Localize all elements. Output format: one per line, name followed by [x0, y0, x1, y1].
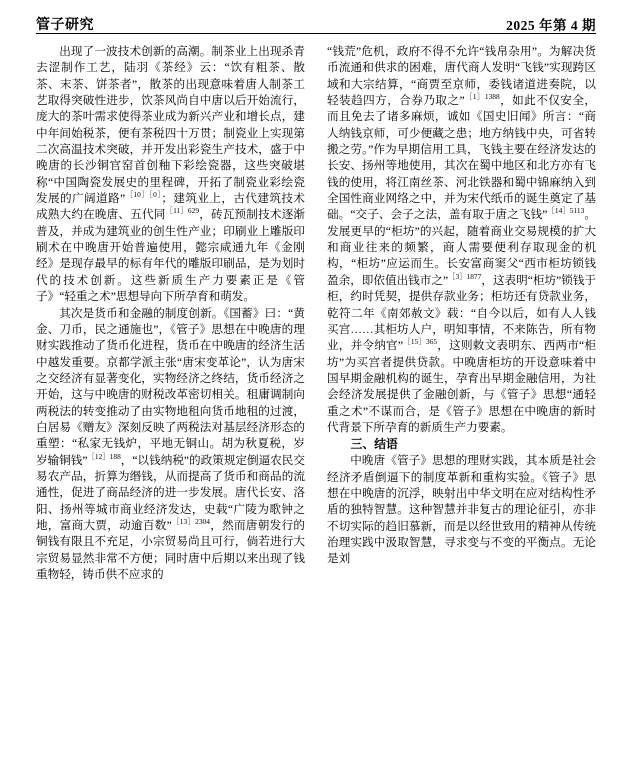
- issue-label: 2025 年第 4 期: [506, 18, 596, 33]
- paragraph: 其次是货币和金融的制度创新。《国蓄》曰：“黄金、刀币，民之通施也”，《管子》思想在中晚唐的理财实践推动了货币化进程，货币在中晚唐的经济生活中越发重要。京都学派主张“唐宋变革论”，认为唐宋之交经济有显著变化，实物经济之终结，货币经济之开始，这与中晚唐的财税改革密切相关。租庸调制向两税法的转变推动了由实物地租向货币地租的过渡，白居易《赠友》深刻反映了两税法对基层经济形态的重塑：“私家无钱炉，平地无铜山。胡为秋夏税，岁岁输铜钱”$^{[12]188}$，“以钱纳税”的政策规定倒逼农民交易农产品，折算为缗钱，从而提高了货币和商品的流通性，促进了商品经济的进一步发展。唐代长安、洛阳、扬州等城市商业经济发达，史载“广陵为歌钟之地，富商大贾，动逾百数”$^{[13]2304}$，然而唐朝发行的铜钱有限且不充足，小宗贸易尚且可行，倘若进行大宗贸易显然非常不方便；同时唐中后期以来出现了钱重物轻，铸币供不应求的: [36, 306, 305, 581]
- header-divider: [36, 33, 596, 34]
- left-column: [36, 44, 305, 760]
- section-heading: 三、结语: [350, 437, 398, 452]
- page-header: [36, 14, 596, 40]
- paragraph: 出现了一波技术创新的高潮。制茶业上出现杀青去涩制作工艺，陆羽《茶经》云：“饮有粗茶、散茶、末茶、饼茶者”，散茶的出现意味着唐人制茶工艺取得突破性进步，饮茶风尚自中唐以后开始流行，庞大的茶叶需求使得茶业成为新兴产业和增长点，建中年间始税茶，便有茶税四十万贯；制瓷业上实现第二次高温技术突破，并开发出彩瓷生产技术，盛于中晚唐的长沙铜官窑首创釉下彩绘瓷器，这些突破堪称“中国陶瓷发展史的里程碑，开拓了制瓷业彩绘瓷发展的广阔道路”$^{[10][0]}$；建筑业上，古代建筑技术成熟大约在晚唐、五代同$^{[11]629}$，砖瓦预制技术逐渐普及，并成为建筑业的创生性产业；印刷业上雕版印刷术在中晚唐开始普遍使用，懿宗咸通九年《金刚经》是现存最早的标有年代的雕版印刷品，是为划时代的技术创新。这些新质生产力要素正是《管子》“轻重之术”思想导向下所孕育和萌发。: [36, 45, 305, 304]
- journal-title: 管子研究: [36, 18, 94, 33]
- paragraph: “钱荒”危机，政府不得不允许“钱帛杂用”。为解决货币流通和供求的困难，唐代商人发明“飞钱”实现跨区域和大宗结算，“商贾至京师，委钱诸道进奏院，以轻装趋四方，合券乃取之”$^{[1]1388}$，如此不仅安全，而且免去了诸多麻烦，诚如《国史旧闻》所言：“商人纳钱京师，可少便藏之患；地方纳钱中央，可省转搬之劳。”作为早期信用工具，飞钱主要在经济发达的长安、扬州等地使用，其次在蜀中地区和北方亦有飞钱的使用，将江南丝茶、河北铁器和蜀中锦麻纳入到全国性商业网络之中，并为宋代纸币的诞生奠定了基础。“交子、会子之法，盖有取于唐之飞钱”$^{[14]5113}$。发展更早的“柜坊”的兴起，随着商业交易规模的扩大和商业往来的频繁，商人需要便利存取现金的机构，“柜坊”应运而生。长安富商窦父“西市柜坊锁钱盈余，即依值出钱市之”$^{[3]1877}$，这表明“柜坊”锁钱于柜，约时凭契，提供存款业务；柜坊还有贷款业务，乾符二年《南郊赦文》载：“自今以后，如有人人钱买宫……其柜坊人户，明知事情，不来陈告，所有物业，并令纳官”$^{[15]365}$，这则敕文表明东、西两市“柜坊”为买宫者提供贷款。中晚唐柜坊的开设意味着中国早期金融机构的诞生，孕育出早期金融信用，为社会经济发展提供了金融创新，与《管子》思想“通轻重之术”不谋而合，是《管子》思想在中晚唐的新时代背景下所孕育的新质生产力要素。: [327, 45, 596, 434]
- right-column: [327, 44, 596, 760]
- two-column-body: [36, 44, 596, 760]
- paragraph: 中晚唐《管子》思想的理财实践，其本质是社会经济矛盾倒逼下的制度革新和重构实验。《管子》思想在中晚唐的沉浮，映射出中华文明在应对结构性矛盾的独特智慧。这种智慧并非复古的理论征引，亦非不切实际的趋旧慕新，而是以经世致用的精神从传统治理实践中汲取智慧，寻求变与不变的平衡点。无论是刘: [327, 454, 596, 566]
